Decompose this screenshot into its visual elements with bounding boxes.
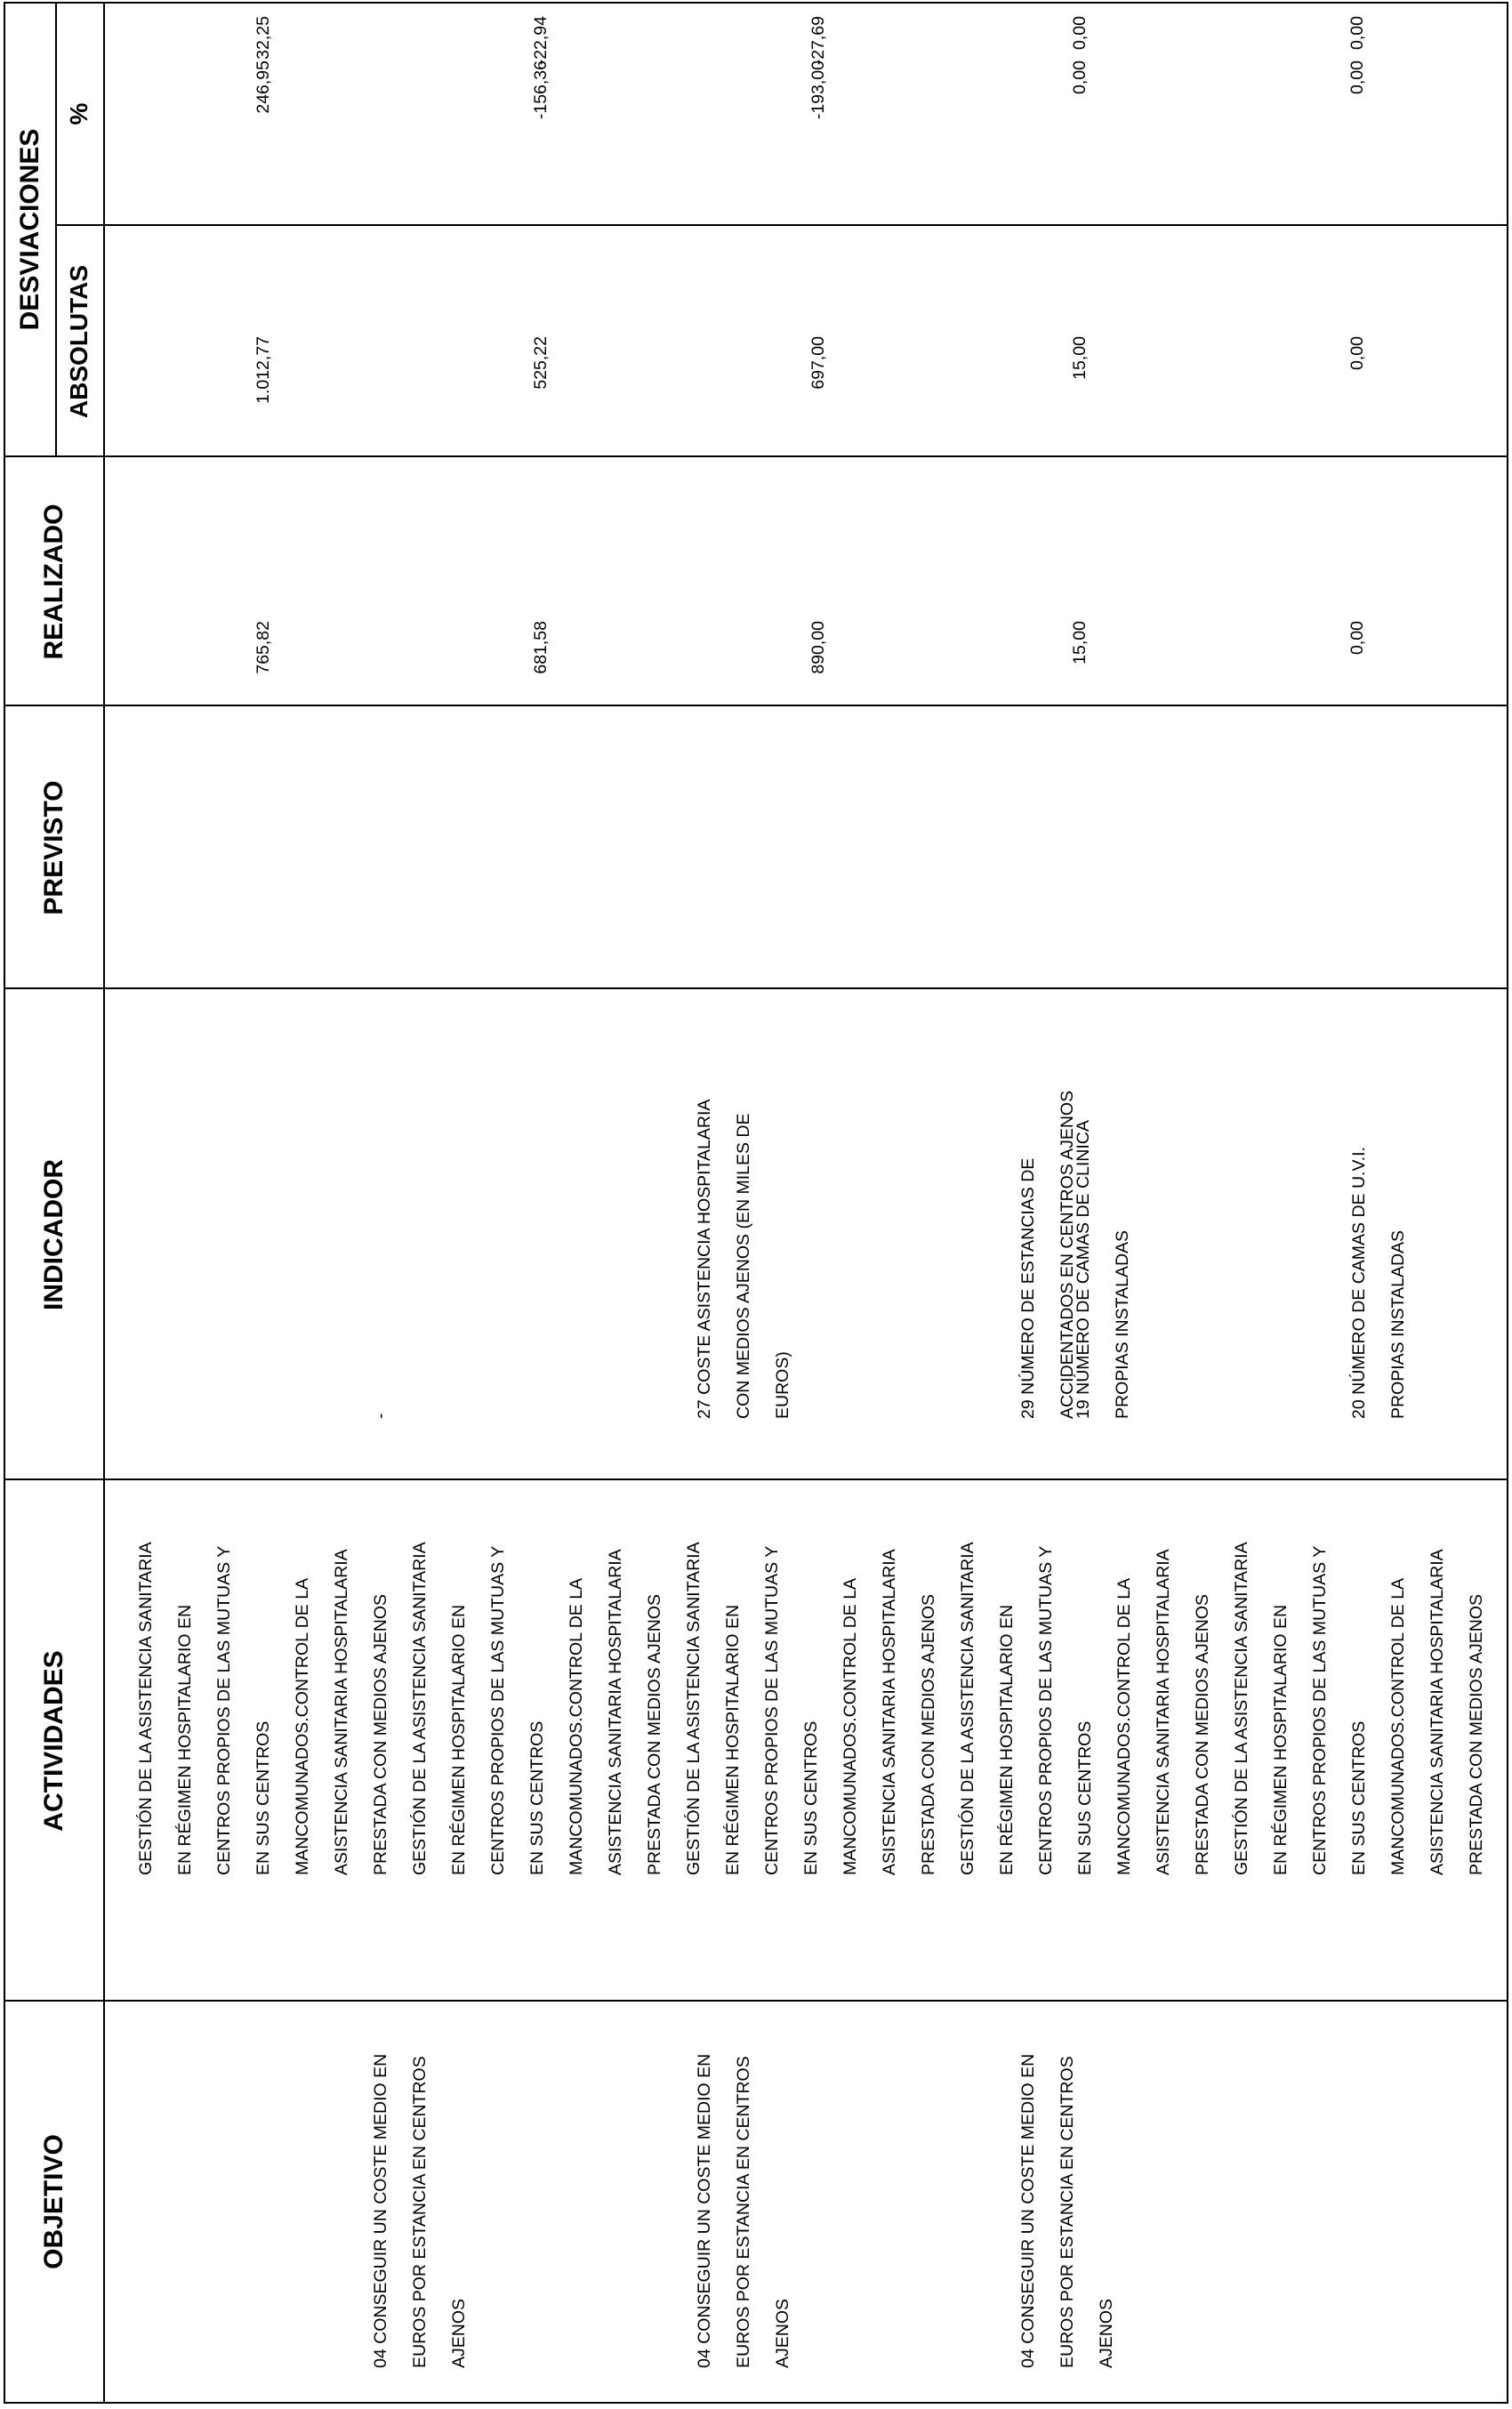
realizado-value: 697,00	[808, 336, 828, 390]
previsto-value: 0,00	[1347, 621, 1367, 655]
header-desviaciones: DESVIACIONES	[15, 128, 44, 331]
porcentaje-value: 0,00	[1347, 16, 1367, 50]
porcentaje-value: 0,00	[1070, 16, 1090, 50]
indicador-cell: 29 NÚMERO DE ESTANCIAS DE ACCIDENTADOS EN CENTROS AJENOS	[1018, 1090, 1077, 1419]
header-divider	[103, 2, 105, 2402]
previsto-value: 681,58	[531, 621, 551, 674]
column-divider	[5, 2000, 1507, 2002]
absolutas-value: 0,00	[1347, 60, 1367, 94]
header-actividades: ACTIVIDADES	[39, 1650, 68, 1832]
absolutas-value: 246,95	[253, 60, 273, 114]
column-divider	[5, 705, 1507, 706]
header-previsto: PREVISTO	[39, 780, 68, 915]
realizado-value: 1.012,77	[253, 336, 273, 404]
header-indicador: INDICADOR	[39, 1159, 68, 1310]
objetivo-cell: 04 CONSEGUIR UN COSTE MEDIO EN EUROS POR ESTANCIA EN CENTROS AJENOS	[371, 2053, 469, 2368]
header-realizado: REALIZADO	[39, 504, 68, 660]
absolutas-value: -156,36	[531, 60, 551, 120]
previsto-value: 765,82	[253, 621, 273, 674]
previsto-value: 15,00	[1070, 621, 1090, 665]
header-absolutas: ABSOLUTAS	[65, 264, 92, 419]
absolutas-value: -193,00	[808, 60, 828, 120]
objetivo-cell: 04 CONSEGUIR UN COSTE MEDIO EN EUROS POR ESTANCIA EN CENTROS AJENOS	[695, 2053, 792, 2368]
objetivo-cell: 04 CONSEGUIR UN COSTE MEDIO EN EUROS POR ESTANCIA EN CENTROS AJENOS	[1018, 2053, 1116, 2368]
header-objetivo: OBJETIVO	[39, 2134, 68, 2269]
realizado-value: 15,00	[1070, 336, 1090, 380]
actividades-cell: GESTIÓN DE LA ASISTENCIA SANITARIA EN RÉGIMEN HOSPITALARIO EN CENTROS PROPIOS DE LAS MUTUAS Y EN SUS CENTROS MANCOMUNADOS.CONTROL DE LA ASISTENCIA SANITARIA HOSPITALARIA PRESTADA CON MEDIOS AJENOS GESTIÓN DE LA ASISTENCIA SANITARIA EN RÉGIMEN HOSPITALARIO EN CENTROS PROPIOS DE LAS MUTUAS Y EN SUS CENTROS MANCOMUNADOS.CONTROL DE LA ASISTENCIA SANITARIA HOSPITALARIA PRESTADA CON MEDIOS AJENOS GESTIÓN DE LA ASISTENCIA SANITARIA EN RÉGIMEN HOSPITALARIO EN CENTROS PROPIOS DE LAS MUTUAS Y EN SUS CENTROS MANCOMUNADOS.CONTROL DE LA ASISTENCIA SANITARIA HOSPITALARIA PRESTADA CON MEDIOS AJENOS GESTIÓN DE LA ASISTENCIA SANITARIA EN RÉGIMEN HOSPITALARIO EN CENTROS PROPIOS DE LAS MUTUAS Y EN SUS CENTROS MANCOMUNADOS.CONTROL DE LA ASISTENCIA SANITARIA HOSPITALARIA PRESTADA CON MEDIOS AJENOS GESTIÓN DE LA ASISTENCIA SANITARIA EN RÉGIMEN HOSPITALARIO EN CENTROS PROPIOS DE LAS MUTUAS Y EN SUS CENTROS MANCOMUNADOS.CONTROL DE LA ASISTENCIA SANITARIA HOSPITALARIA PRESTADA CON MEDIOS AJENOS	[136, 1542, 1486, 1875]
column-divider	[5, 455, 1507, 457]
column-divider	[5, 987, 1507, 989]
previsto-value: 890,00	[808, 621, 828, 674]
realizado-value: 525,22	[531, 336, 551, 390]
absolutas-value: 0,00	[1070, 60, 1090, 94]
column-divider	[5, 1478, 1507, 1480]
header-porcentaje: %	[65, 102, 92, 125]
indicador-cell: 27 COSTE ASISTENCIA HOSPITALARIA CON MEDIOS AJENOS (EN MILES DE EUROS)	[695, 1099, 792, 1419]
indicador-cell: 19 NÚMERO DE CAMAS DE CLINICA PROPIAS INSTALADAS	[1074, 1120, 1132, 1419]
porcentaje-value: -27,69	[808, 16, 828, 66]
indicador-cell: 20 NÚMERO DE CAMAS DE U.V.I. PROPIAS INSTALADAS	[1349, 1147, 1408, 1419]
realizado-value: 0,00	[1347, 336, 1367, 370]
indicador-cell: -	[371, 1413, 390, 1419]
results-table	[4, 2, 1508, 2404]
porcentaje-value: -22,94	[531, 16, 551, 66]
porcentaje-value: 32,25	[253, 16, 273, 60]
